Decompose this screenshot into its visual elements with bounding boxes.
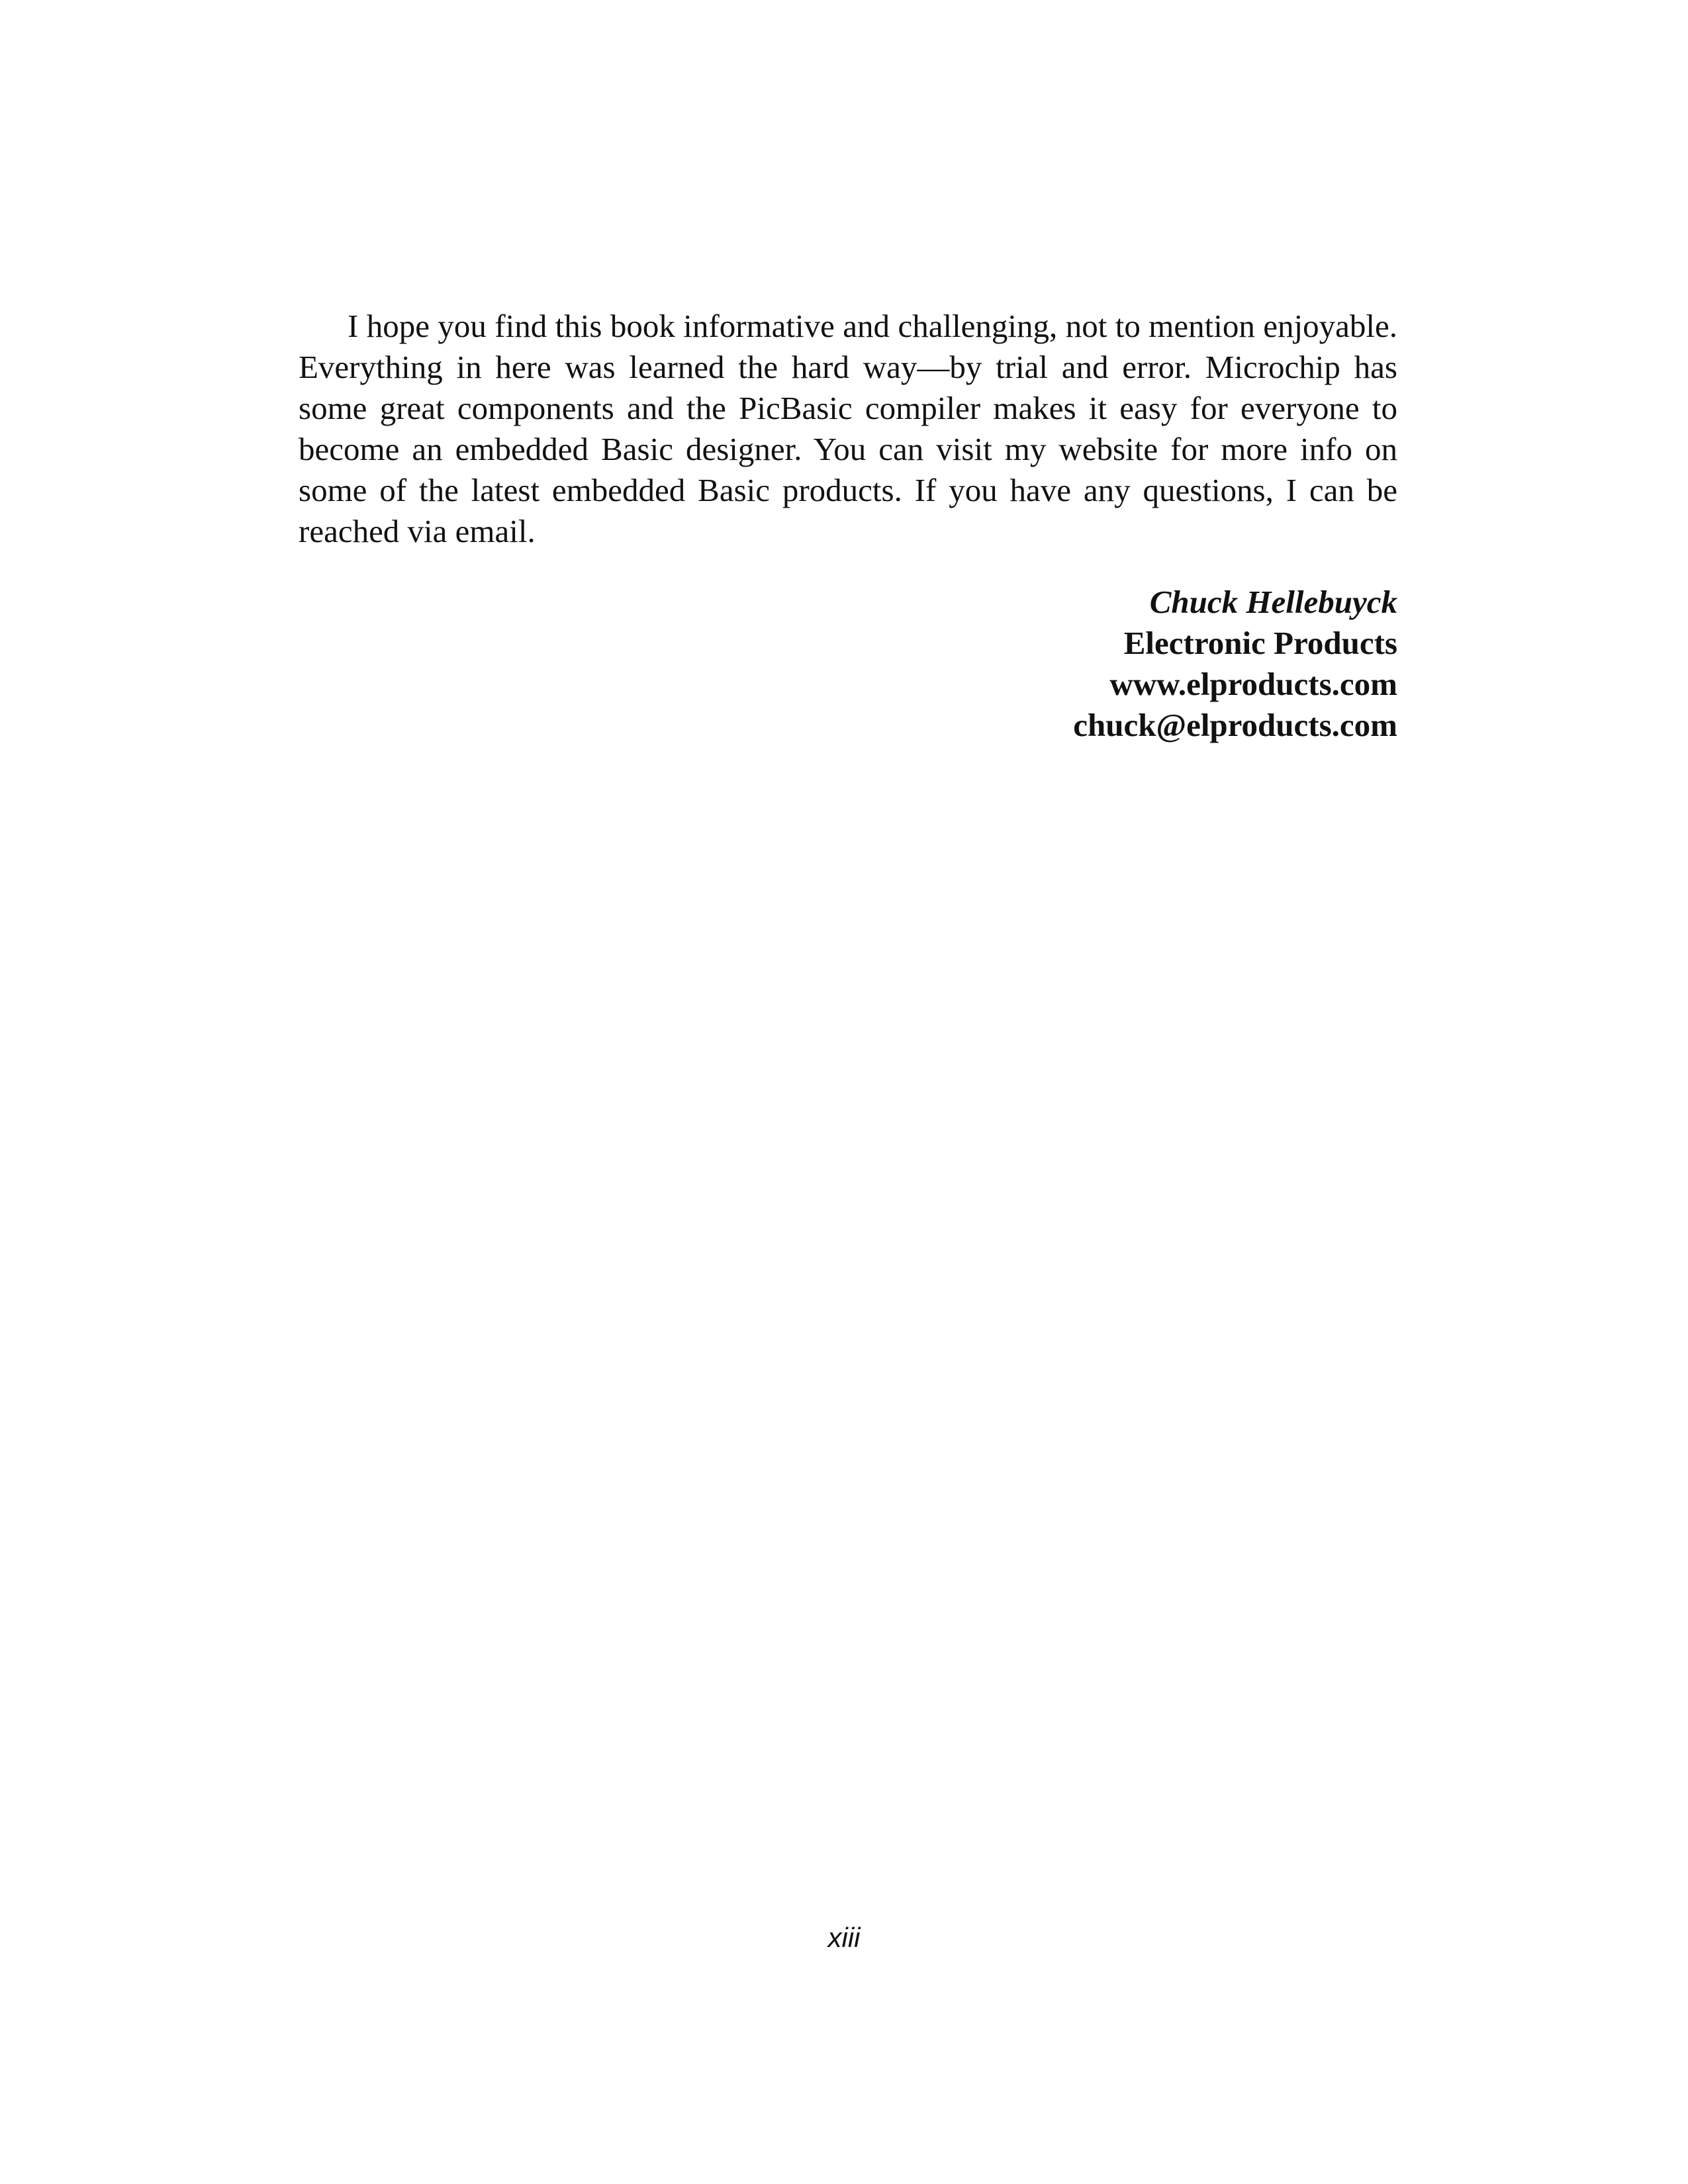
page-content — [299, 306, 1397, 746]
preface-paragraph: I hope you find this book informative and challenging, not to mention enjoyable. Everything in here was learned the hard way—by trial and error. Microchip has some great components and the PicBasic compiler makes it easy for everyone to become an embedded Basic designer. You can visit my website for more info on some of the latest embedded Basic products. If you have any questions, I can be reached via email. — [299, 308, 1397, 549]
signature-block — [299, 582, 1397, 746]
author-name: Chuck Hellebuyck — [1149, 584, 1397, 620]
company-name: Electronic Products — [1123, 625, 1397, 661]
website-text: www.elproducts.com — [1109, 666, 1397, 702]
page-number: xiii — [827, 1922, 861, 1953]
email-text: chuck@elproducts.com — [1073, 707, 1397, 743]
